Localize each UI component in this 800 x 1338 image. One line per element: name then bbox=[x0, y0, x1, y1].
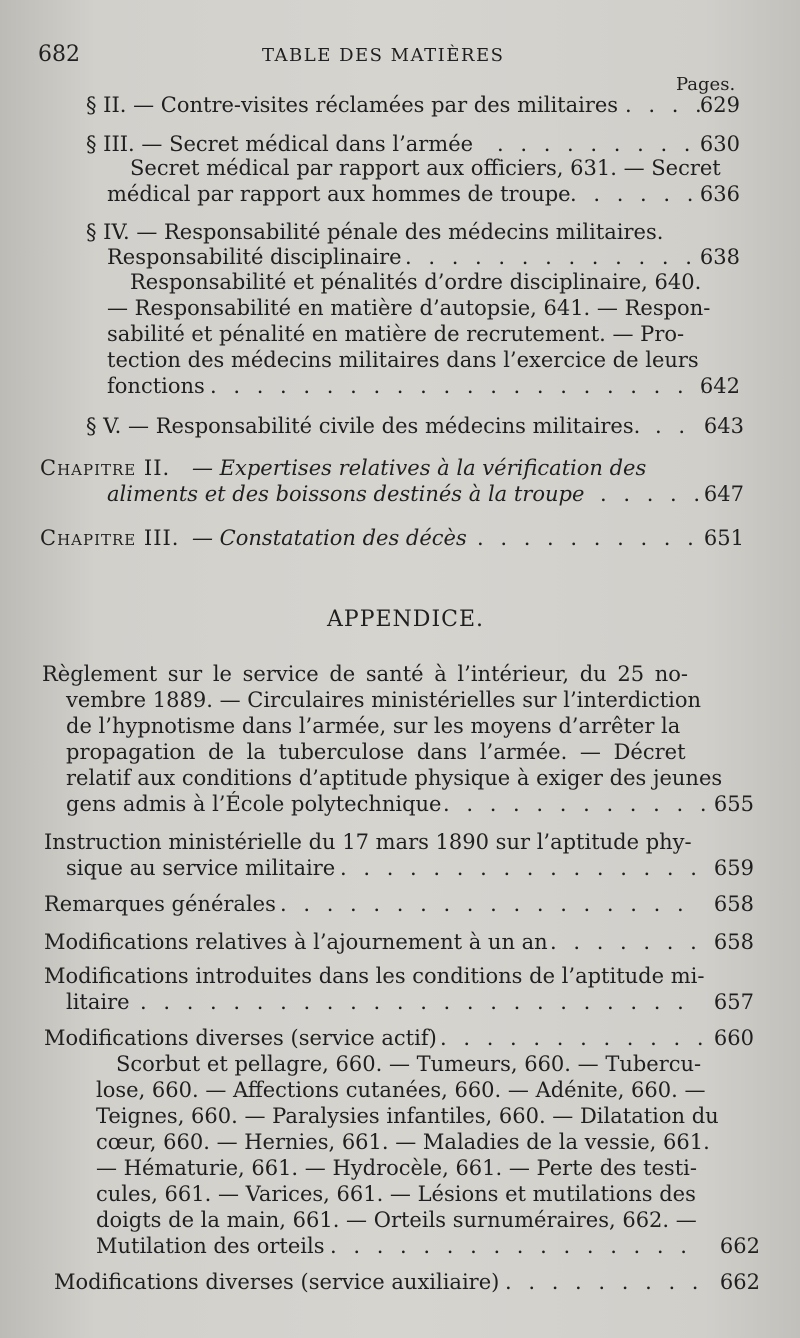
entry-label: § II. — Contre-visites réclamées par des militaires bbox=[86, 93, 619, 117]
leader-dots bbox=[340, 858, 702, 879]
running-title: TABLE DES MATIÈRES bbox=[262, 45, 505, 66]
chapter-title: — Expertises relatives à la vérification des bbox=[192, 456, 647, 480]
entry-page: 658 bbox=[713, 892, 754, 916]
entry-page: 660 bbox=[713, 1026, 754, 1050]
leader-dots bbox=[600, 484, 702, 505]
leader-dots bbox=[655, 416, 700, 437]
leader-dots bbox=[443, 794, 705, 815]
entry-page: 662 bbox=[719, 1270, 760, 1294]
page-number: 682 bbox=[38, 42, 80, 67]
book-page: 682 TABLE DES MATIÈRES Pages. § II. — Contre-visites réclamées par des militaires . . . 629 § III. — Secret médical dans l’armée . . . 630 Secret médical par rapport aux officiers, 631. — Secret médical par rapport aux hommes de troupe . . . 636 § IV. — Responsabilité pénale des médecins militaires. Responsabilité disciplinaire . . . 638 Responsabilité et pénalités d’ordre disciplinaire, 640. — Responsabilité en matière d’autopsie, 641. — Respon- sabilité et pénalité en matière de recrutement. — Pro- tection des médecins militaires dans l’exercice de leurs fonctions . . . 642 § V. — Responsabilité civile des médecins militaires. . . . 643 Chapitre II. — Expertises relatives à la vérification des aliments et des boissons destinés à la troupe . . . 647 Chapitre III. — Constatation des décès . . . 651 APPENDICE. Règlement sur le service de santé à l’intérieur, du 25 no- vembre 1889. — Circulaires ministérielles sur l’interdiction de l’hypnotisme dans l’armée, sur les moyens d’arrêter la propagation de la tuberculose dans l’armée. — Décret relatif aux conditions d’aptitude physique à exiger des jeunes gens admis à l’École polytechnique . . . 655 Instruction ministérielle du 17 mars 1890 sur l’aptitude phy- sique au service militaire . . . 659 Remarques générales . . . 658 Modifications relatives à l’ajournement à un an . . . 658 Modifications introduites dans les conditions de l’aptitude mi- litaire . . . 657 Modifications diverses (service actif) . . . 660 Scorbut et pellagre, 660. — Tumeurs, 660. — Tubercu- lose, 660. — Affections cutanées, 660. — Adénite, 660. — Teignes, 660. — Paralysies infantiles, 660. — Dilatation du cœur, 660. — Hernies, 661. — Maladies de la vessie, 661. — Hématurie, 661. — Hydrocèle, 661. — Perte des testi- cules, 661. — Varices, 661. — Lésions et mutilations des doigts de la main, 661. — Orteils surnuméraires, 662. — Mutilation des orteils . . . 662 Modifications diverses (service auxiliaire) . . . 662 bbox=[0, 0, 800, 1338]
chapter-label: Chapitre II. bbox=[40, 456, 171, 480]
leader-dots bbox=[140, 992, 702, 1013]
leader-dots bbox=[505, 1272, 703, 1293]
entry-page: 638 bbox=[699, 245, 740, 269]
entry-page: 629 bbox=[699, 93, 740, 117]
chapter-title: — Constatation des décès bbox=[192, 526, 467, 550]
entry-page: 659 bbox=[713, 856, 754, 880]
entry-page: 662 bbox=[719, 1234, 760, 1258]
leader-dots bbox=[405, 247, 703, 268]
chapter-label: Chapitre III. bbox=[40, 526, 180, 550]
leader-dots bbox=[440, 1028, 702, 1049]
leader-dots bbox=[210, 376, 703, 397]
entry-page: 651 bbox=[703, 526, 744, 550]
entry-page: 657 bbox=[713, 990, 754, 1014]
leader-dots bbox=[330, 1236, 702, 1257]
entry-page: 642 bbox=[699, 374, 740, 398]
pages-label: Pages. bbox=[676, 74, 736, 95]
appendix-heading: APPENDICE. bbox=[327, 607, 485, 632]
leader-dots bbox=[625, 95, 703, 116]
entry-page: 655 bbox=[713, 792, 754, 816]
entry-page: 630 bbox=[699, 132, 740, 156]
leader-dots bbox=[280, 894, 702, 915]
entry-page: 647 bbox=[703, 482, 744, 506]
leader-dots bbox=[550, 932, 702, 953]
entry-page: 636 bbox=[699, 182, 740, 206]
entry-page: 643 bbox=[703, 414, 744, 438]
entry-page: 658 bbox=[713, 930, 754, 954]
entry-label: § III. — Secret médical dans l’armée bbox=[86, 132, 474, 156]
leader-dots bbox=[497, 134, 703, 155]
leader-dots bbox=[570, 184, 703, 205]
leader-dots bbox=[477, 528, 702, 549]
